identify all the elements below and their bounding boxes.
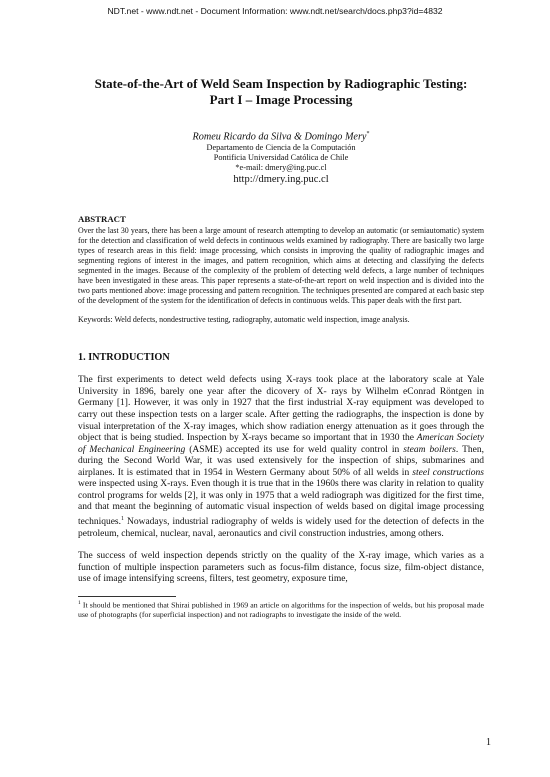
authors [78, 128, 484, 143]
author-url[interactable]: http://dmery.ing.puc.cl [233, 174, 329, 186]
introduction-paragraph-2: The success of weld inspection depends strictly on the quality of the X-ray image, which varies as a function of multiple inspection parameters such as focus-film distance, focus size, film-object distance, use of image intensifying screens, filters, test geometry, exposure time, [78, 551, 484, 585]
introduction-paragraph-1 [78, 375, 484, 540]
footnote-ref: 1 [121, 515, 125, 522]
intro-text-d: were inspected using X-rays. Even though it is true that in the 1960s there was clarity in relation to quality control programs for welds [2], it was only in 1975 that a weld radiograph was digitized for the first time, and that meant the beginning of automatic visual inspection of welds based on digital image processing techniques. [78, 479, 484, 528]
author-email: *e-mail: dmery@ing.puc.cl [235, 163, 327, 173]
paper-page [78, 76, 484, 620]
footnote-text: It should be mentioned that Shirai published in 1969 an article on algorithms for the inspection of welds, but his proposal made use of photographs (for superficial inspection) and not radiographs to investigate the inside of the weld. [78, 600, 484, 620]
author-names: Romeu Ricardo da Silva & Domingo Mery [192, 131, 367, 143]
intro-italic-boilers: steam boilers [403, 444, 456, 455]
title-line-2: Part I – Image Processing [209, 92, 353, 107]
introduction-heading: 1. INTRODUCTION [78, 352, 170, 364]
footnote-mark: 1 [78, 599, 81, 606]
intro-text-c: . Then, during the Second World War, it was used extensively for the inspection of ships, submarines and airplanes. It is estimated that in 1954 in Western Germany about 50% of all welds in [78, 444, 484, 478]
affiliation-university: Pontificia Universidad Católica de Chile [213, 153, 349, 163]
affiliation-department: Departamento de Ciencia de la Computación [206, 143, 356, 153]
abstract-heading: ABSTRACT [78, 214, 126, 225]
title-line-1: State-of-the-Art of Weld Seam Inspection by Radiographic Testing: [94, 76, 468, 91]
intro-text-a: The first experiments to detect weld defects using X-rays took place at the laboratory scale at Yale University in 1896, barely one year after the dicovery of X- rays by Wilhelm eConrad Röntgen in Germany [1]. However, it was only in 1927 that the first industrial X-ray equipment was developed to carry out these inspection tests on a larger scale. After getting the radiographs, the inspection is done by visual interpretation of the X-ray images, which show radiation energy attenuation as it goes through the object that is being studied. Inspection by X-rays became so important that in 1930 the [78, 375, 484, 444]
author-footnote-mark: * [366, 131, 370, 137]
footnote-divider [78, 596, 176, 597]
intro-text-e: Nowadays, industrial radiography of welds is widely used for the detection of defects in the petroleum, chemical, nuclear, naval, aeronautics and civil construction industries, among others. [78, 517, 484, 539]
page-number: 1 [486, 737, 491, 748]
intro-italic-steel: steel constructions [412, 467, 484, 478]
abstract-text: Over the last 30 years, there has been a large amount of research attempting to develop an automatic (or semiautomatic) system for the detection and classification of weld defects in continuous welds examined by radiography. There are basically two large types of research areas in this field: image processing, which consists in improving the quality of radiographic images and segmenting regions of interest in the images, and pattern recognition, which aims at detecting and classifying the defects segmented in the images. Because of the complexity of the problem of detecting weld defects, a large number of techniques have been investigated in these areas. This paper represents a state-of-the-art report on weld inspection and is divided into the two parts mentioned above: image processing and pattern recognition. The techniques presented are compared at each basic step of the development of the system for the identification of defects in continuous welds. This paper deals with the first part. [78, 226, 484, 306]
footnote [78, 599, 484, 620]
keywords: Keywords: Weld defects, nondestructive testing, radiography, automatic weld inspection, image analysis. [78, 315, 410, 325]
paper-title [78, 76, 484, 108]
source-header: NDT.net - www.ndt.net - Document Information: www.ndt.net/search/docs.php3?id=4832 [107, 6, 443, 16]
intro-text-b: (ASME) accepted its use for weld quality control in [185, 444, 404, 455]
intro-italic-asme: American Society of Mechanical Engineering [78, 433, 484, 455]
